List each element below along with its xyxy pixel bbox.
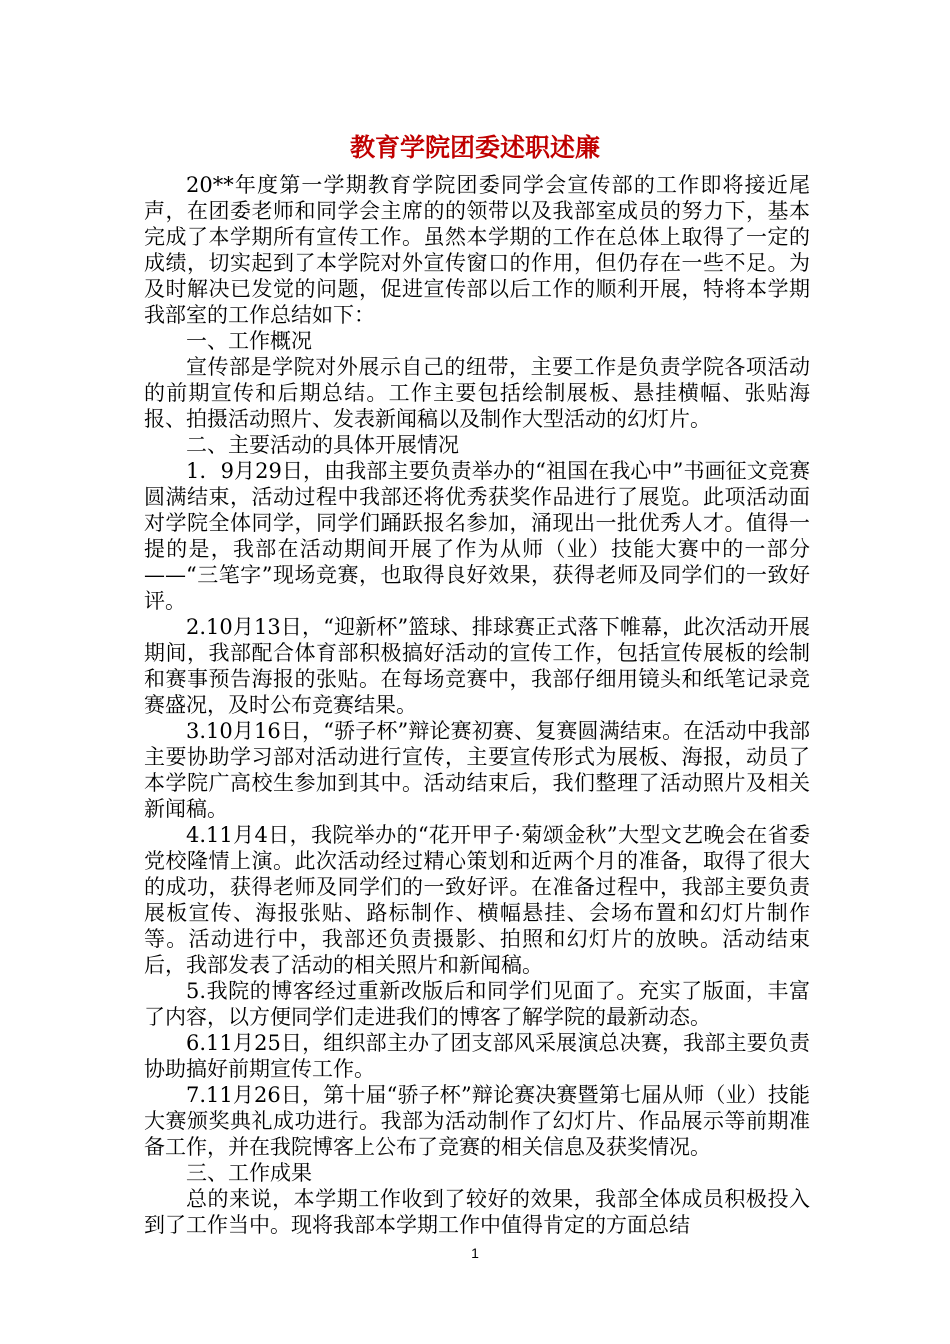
paragraph-activity-1: 1．9月29日，由我部主要负责举办的“祖国在我心中”书画征文竞赛圆满结束，活动过程中我部还将优秀获奖作品进行了展览。此项活动面对学院全体同学，同学们踊跃报名参加，涌现出一批优秀人才。值得一提的是，我部在活动期间开展了作为从师（业）技能大赛中的一部分——“三笔字”现场竞赛，也取得良好效果，获得老师及同学们的一致好评。: [144, 459, 810, 613]
document-body: [144, 172, 810, 1238]
paragraph-activity-6: 6.11月25日，组织部主办了团支部风采展演总决赛，我部主要负责协助搞好前期宣传工作。: [144, 1031, 810, 1081]
paragraph-overview: 宣传部是学院对外展示自己的纽带，主要工作是负责学院各项活动的前期宣传和后期总结。工作主要包括绘制展板、悬挂横幅、张贴海报、拍摄活动照片、发表新闻稿以及制作大型活动的幻灯片。: [144, 355, 810, 431]
paragraph-activity-7: 7.11月26日，第十届“骄子杯”辩论赛决赛暨第七届从师（业）技能大赛颁奖典礼成功进行。我部为活动制作了幻灯片、作品展示等前期准备工作，并在我院博客上公布了竞赛的相关信息及获奖情况。: [144, 1083, 810, 1159]
paragraph-activity-2: 2.10月13日，“迎新杯”篮球、排球赛正式落下帷幕，此次活动开展期间，我部配合体育部积极搞好活动的宣传工作，包括宣传展板的绘制和赛事预告海报的张贴。在每场竞赛中，我部仔细用镜头和纸笔记录竞赛盛况，及时公布竞赛结果。: [144, 615, 810, 717]
paragraph-activity-3: 3.10月16日，“骄子杯”辩论赛初赛、复赛圆满结束。在活动中我部主要协助学习部对活动进行宣传，主要宣传形式为展板、海报，动员了本学院广高校生参加到其中。活动结束后，我们整理了活动照片及相关新闻稿。: [144, 719, 810, 821]
document-title: 教育学院团委述职述廉: [349, 133, 600, 162]
section-heading-activities: 二、主要活动的具体开展情况: [186, 433, 459, 457]
section-heading-overview: 一、工作概况: [186, 329, 312, 353]
paragraph-activity-4: 4.11月4日，我院举办的“花开甲子·菊颂金秋”大型文艺晚会在省委党校隆情上演。此次活动经过精心策划和近两个月的准备，取得了很大的成功，获得老师及同学们的一致好评。在准备过程中，我部主要负责展板宣传、海报张贴、路标制作、横幅悬挂、会场布置和幻灯片制作等。活动进行中，我部还负责摄影、拍照和幻灯片的放映。活动结束后，我部发表了活动的相关照片和新闻稿。: [144, 823, 810, 977]
section-heading-results: 三、工作成果: [186, 1161, 312, 1185]
page-number: 1: [471, 1245, 479, 1261]
paragraph-results: 总的来说，本学期工作收到了较好的效果，我部全体成员积极投入到了工作当中。现将我部本学期工作中值得肯定的方面总结: [144, 1187, 810, 1237]
paragraph-intro: 20**年度第一学期教育学院团委同学会宣传部的工作即将接近尾声，在团委老师和同学会主席的的领带以及我部室成员的努力下，基本完成了本学期所有宣传工作。虽然本学期的工作在总体上取得了一定的成绩，切实起到了本学院对外宣传窗口的作用，但仍存在一些不足。为及时解决已发觉的问题，促进宣传部以后工作的顺利开展，特将本学期我部室的工作总结如下：: [144, 173, 810, 327]
paragraph-activity-5: 5.我院的博客经过重新改版后和同学们见面了。充实了版面，丰富了内容，以方便同学们走进我们的博客了解学院的最新动态。: [144, 979, 810, 1029]
